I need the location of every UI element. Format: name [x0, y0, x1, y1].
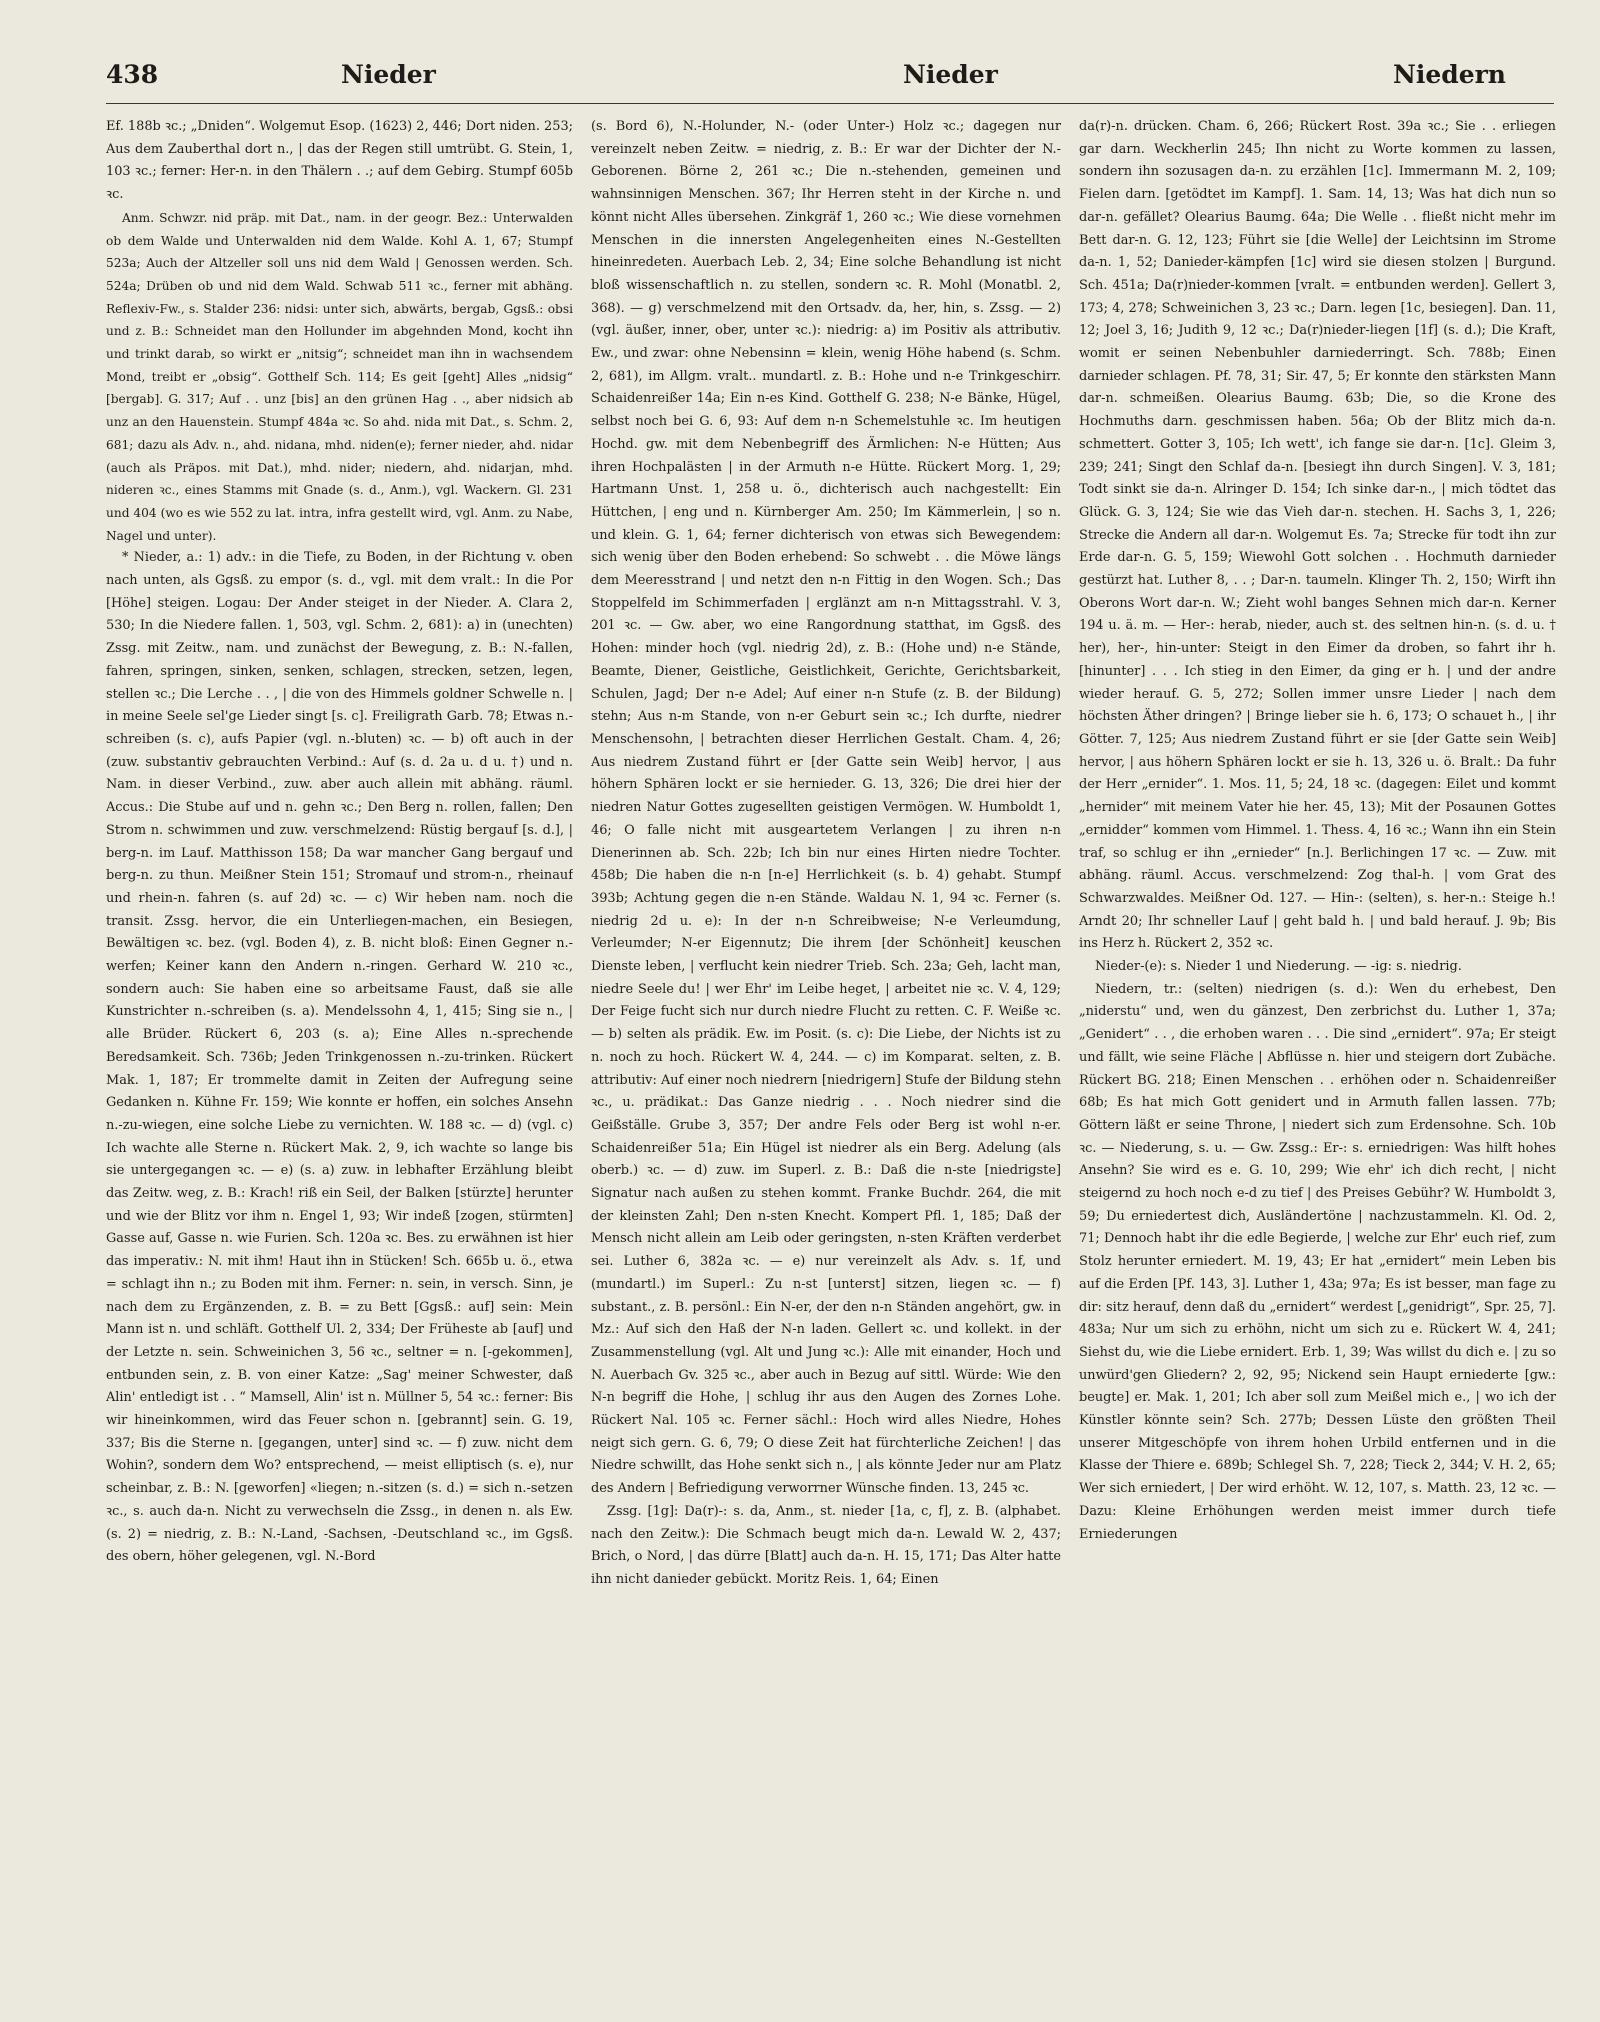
col1-paragraph-anm: Anm. Schwzr. nid präp. mit Dat., nam. in der geogr. Bez.: Unterwalden ob dem Walde und Unterwalden nid dem Walde. Kohl A. 1, 67; Stumpf 523a; Auch der Altzeller soll uns nid dem Wald | Genossen werden. Sch. 524a; Drüben ob und nid dem Wald. Schwab 511 ꝛc., ferner mit abhäng. Reflexiv-Fw., s. Stalder 236: nidsi: unter sich, abwärts, bergab, Ggsß.: obsi und z. B.: Schneidet man den Hollunder im abgehnden Mond, kocht ihn und trinkt darab, so wirkt er „nitsig“; schneidet man ihn in wachsendem Mond, treibt er „obsig“. Gotthelf Sch. 114; Es geit [geht] Alles „nidsig“ [bergab]. G. 317; Auf . . unz [bis] an den grünen Hag . ., aber nidsich ab unz an den Hauenstein. Stumpf 484a ꝛc. So ahd. nida mit Dat., s. Schm. 2, 681; dazu als Adv. n., ahd. nidana, mhd. niden(e); ferner nieder, ahd. nidar (auch als Präpos. mit Dat.), mhd. nider; niedern, ahd. nidarjan, mhd. nideren ꝛc., eines Stamms mit Gnade (s. d., Anm.), vgl. Wackern. Gl. 231 und 404 (wo es wie 552 zu lat. intra, infra gestellt wird, vgl. Anm. zu Nabe, Nagel und unter).	[106, 210, 573, 543]
col1-paragraph-1: Ef. 188b ꝛc.; „Dniden“. Wolgemut Esop. (1623) 2, 446; Dort niden. 253; Aus dem Zauberthal dort n., | das der Regen still umtrübt. G. Stein, 1, 103 ꝛc.; ferner: Her-n. in den Thälern . .; auf dem Gebirg. Stumpf 605b ꝛc.	[106, 119, 573, 203]
col3-paragraph-1: da(r)-n. drücken. Cham. 6, 266; Rückert Rost. 39a ꝛc.; Sie . . erliegen gar darn. Weckherlin 245; Ihn nicht zu Worte kommen zu lassen, sondern ihn sozusagen da-n. zu erzählen [1c]. Immermann M. 2, 109; Fielen darn. [getödtet im Kampf]. 1. Sam. 14, 13; Was hat dich nun so dar-n. gefället? Olearius Baumg. 64a; Die Welle . . fließt nicht mehr im Bett dar-n. G. 12, 123; Führt sie [die Welle] der Leichtsinn im Strome da-n. 1, 52; Danieder-kämpfen [1c] wird sie diesen stolzen | Burgund. Sch. 451a; Da(r)nieder-kommen [vralt. = entbunden werden]. Gellert 3, 173; 4, 278; Schweinichen 3, 23 ꝛc.; Darn. legen [1c, besiegen]. Dan. 11, 12; Joel 3, 16; Judith 9, 12 ꝛc.; Da(r)nieder-liegen [1f] (s. d.); Die Kraft, womit er seinen Nebenbuhler darniederringt. Sch. 788b; Einen darnieder schlagen. Pf. 78, 31; Sir. 47, 5; Er konnte den stärksten Mann dar-n. schmeißen. Olearius Baumg. 63b; Die, so die Krone des Hochmuths darn. geschmissen haben. 56a; Ob der Blitz mich da-n. schmettert. Gotter 3, 105; Ich wett', ich fange sie dar-n. [1c]. Gleim 3, 239; 241; Singt den Schlaf da-n. [besiegt ihn durch Singen]. V. 3, 181; Todt sinkt sie da-n. Alringer D. 154; Ich sinke dar-n., | mich tödtet das Glück. G. 3, 124; Sie wie das Vieh dar-n. stechen. H. Sachs 3, 1, 226; Strecke die Andern all dar-n. Wolgemut Es. 7a; Strecke für todt ihn zur Erde dar-n. G. 5, 159; Wiewohl Gott solchen . . Hochmuth darnieder gestürzt hat. Luther 8, . . ; Dar-n. taumeln. Klinger Th. 2, 150; Wirft ihn Oberons Wort dar-n. W.; Zieht wohl banges Sehnen mich dar-n. Kerner 194 u. ä. m. — Her-: herab, nieder, auch st. des seltnen hin-n. (s. d. u. † her), her-, hin-unter: Steigt in den Eimer da droben, so fahrt ihr h. [hinunter] . . . Ich stieg in den Eimer, da ging er h. | und der andre wieder herauf. G. 5, 272; Sollen immer unsre Lieder | nach dem höchsten Äther dringen? | Bringe lieber sie h. 6, 173; O schauet h., | ihr Götter. 7, 125; Aus niedrem Zustand führt er sie [der Gatte sein Weib] hervor, | aus höhern Sphären lockt er sie h. 13, 326 u. ö. Bralt.: Da fuhr der Herr „ernider“. 1. Mos. 11, 5; 24, 18 ꝛc. (dagegen: Eilet und kommt „hernider“ mit meinem Vater hie her. 45, 13); Mit der Posaunen Gottes „ernidder“ kommen vom Himmel. 1. Thess. 4, 16 ꝛc.; Wann ihn ein Stein traf, so schlug er ihn „ernieder“ [n.]. Berlichingen 17 ꝛc. — Zuw. mit abhäng. räuml. Accus. verschmelzend: Zog thal-h. | vom Grat des Schwarzwaldes. Meißner Od. 127. — Hin-: (selten), s. her-n.: Steige h.! Arndt 20; Ihr schneller Lauf | geht bald h. | und bald herauf. J. 9b; Bis ins Herz h. Rückert 2, 352 ꝛc.	[1079, 119, 1556, 952]
col3-paragraph-niedern-entry: Niedern, tr.: (selten) niedrigen (s. d.): Wen du erhebest, Den „niderstu“ und, wen du gänzest, Den zerbrichst du. Luther 1, 37a; „Genidert“ . . , die erhoben waren . . . Die sind „ernidert“. 97a; Er steigt und fällt, wie seine Fläche | Abflüsse n. hier und steigern dort Zubäche. Rückert BG. 218; Einen Menschen . . erhöhen oder n. Schaidenreißer 68b; Es hat mich Gott genidert und in Armuth fallen lassen. 77b; Göttern läßt er seine Throne, | niedert sich zum Erdensohne. Sch. 10b ꝛc. — Niederung, s. u. — Gw. Zssg.: Er-: s. erniedrigen: Was hilft hohes Ansehn? Sie wird es e. G. 10, 299; Wie ehr' ich dich recht, | nicht steigernd zu hoch noch e-d zu tief | des Preises Gebühr? W. Humboldt 3, 59; Du erniedertest dich, Ausländertöne | nachzustammeln. Kl. Od. 2, 71; Dennoch habt ihr die edle Begierde, | welche zur Ehr' euch rief, zum Stolz herunter erniedert. M. 19, 43; Er hat „ernidert“ mein Leben bis auf die Erden [Pf. 143, 3]. Luther 1, 43a; 97a; Es ist besser, man fage zu dir: sitz herauf, denn daß du „ernidert“ werdest [„genidrigt“, Spr. 25, 7]. 483a; Nur um sich zu erhöhn, nicht um sich zu e. Rückert W. 4, 241; Siehst du, wie die Liebe ernidert. Erb. 1, 39; Was willst du dich e. | zu so unwürd'gen Gliedern? 2, 92, 95; Nickend sein Haupt erniederte [gw.: beugte] er. Mak. 1, 201; Ich aber soll zum Meißel mich e., | wo ich der Künstler könnte sein? Sch. 277b; Dessen Lüste den größten Theil unserer Mitgeschöpfe von ihrem hohen Urbild entfernen und in die Klasse der Thiere e. 689b; Schlegel Sh. 7, 228; Tieck 2, 344; V. H. 2, 65; Wer sich erniedert, | Der wird erhöht. W. 12, 107, s. Matth. 23, 12 ꝛc. — Dazu: Kleine Erhöhungen werden meist immer durch tiefe Erniederungen	[1079, 981, 1556, 1542]
column-1	[106, 116, 573, 1996]
col2-paragraph-zssg: Zssg. [1g]: Da(r)-: s. da, Anm., st. nieder [1a, c, f], z. B. (alphabet. nach den Zeitw.): Die Schmach beugt mich da-n. Lewald W. 2, 437; Brich, o Nord, | das dürre [Blatt] auch da-n. H. 15, 171; Das Alter hatte ihn nicht danieder gebückt. Moritz Reis. 1, 64; Einen	[591, 1503, 1061, 1587]
page-header	[106, 60, 1554, 96]
text-columns	[106, 116, 1556, 1996]
header-rule	[106, 103, 1554, 104]
page-number: 438	[106, 60, 159, 89]
column-2	[591, 116, 1061, 1996]
col3-paragraph-nieder-e: Nieder-(e): s. Nieder 1 und Niederung. — -ig: s. niedrig.	[1095, 959, 1462, 975]
col1-paragraph-nieder-entry: * Nieder, a.: 1) adv.: in die Tiefe, zu Boden, in der Richtung v. oben nach unten, als Ggsß. zu empor (s. d., vgl. mit dem vralt.: In die Por [Höhe] steigen. Logau: Der Ander steiget in der Nieder. A. Clara 2, 530; In die Niedere fallen. 1, 503, vgl. Schm. 2, 681): a) in (unechten) Zssg. mit Zeitw., nam. und zunächst der Bewegung, z. B.: N.-fallen, fahren, springen, sinken, senken, schlagen, strecken, setzen, legen, stellen ꝛc.; Die Lerche . . , | die von des Himmels goldner Schwelle n. | in meine Seele sel'ge Lieder singt [s. c]. Freiligrath Garb. 78; Etwas n.-schreiben (s. c), aufs Papier (vgl. n.-bluten) ꝛc. — b) oft auch in der (zuw. substantiv gebrauchten Verbind.: Auf (s. d. 2a u. d u. †) und n. Nam. in dieser Verbind., zuw. aber auch allein mit abhäng. räuml. Accus.: Die Stube auf und n. gehn ꝛc.; Den Berg n. rollen, fallen; Den Strom n. schwimmen und zuw. verschmelzend: Rüstig bergauf [s. d.], | berg-n. im Lauf. Matthisson 158; Da war mancher Gang bergauf und berg-n. zu thun. Meißner Stein 151; Stromauf und strom-n., rheinauf und rhein-n. fahren (s. auf 2d) ꝛc. — c) Wir heben nam. noch die transit. Zssg. hervor, die ein Unterliegen-machen, ein Besiegen, Bewältigen ꝛc. bez. (vgl. Boden 4), z. B. nicht bloß: Einen Gegner n.-werfen; Keiner kann den Andern n.-ringen. Gerhard W. 210 ꝛc., sondern auch: Sie haben eine so arbeitsame Faust, daß sie alle Kunstrichter n.-schreiben (s. a). Mendelssohn 4, 1, 415; Sing sie n., | alle Brüder. Rückert 6, 203 (s. a); Eine Alles n.-sprechende Beredsamkeit. Sch. 736b; Jeden Trinkgenossen n.-zu-trinken. Rückert Mak. 1, 187; Er trommelte damit in Zeiten der Aufregung seine Gedanken n. Kühne Fr. 159; Wie konnte er hoffen, ein solches Ansehn n.-zu-wiegen, eine solche Liebe zu vernichten. W. 188 ꝛc. — d) (vgl. c) Ich wachte alle Sterne n. Rückert Mak. 2, 9, ich wachte so lange bis sie untergegangen ꝛc. — e) (s. a) zuw. in lebhafter Erzählung bleibt das Zeitw. weg, z. B.: Krach! riß ein Seil, der Balken [stürzte] herunter und wie der Blitz vor ihm n. Engel 1, 93; Wir indeß [zogen, stürmten] Gasse auf, Gasse n. wie Furien. Sch. 120a ꝛc. Bes. zu erwähnen ist hier das imperativ.: N. mit ihm! Haut ihn in Stücken! Sch. 665b u. ö., etwa = schlagt ihn n.; zu Boden mit ihm. Ferner: n. sein, in versch. Sinn, je nach dem zu Ergänzenden, z. B. = zu Bett [Ggsß.: auf] sein: Mein Mann ist n. und schläft. Gotthelf Ul. 2, 334; Der Früheste ab [auf] und der Letzte n. sein. Schweinichen 3, 56 ꝛc., seltner = n. [-gekommen], entbunden sein, z. B. von einer Katze: „Sag' meiner Schwester, daß Alin' entledigt ist . . “ Mamsell, Alin' ist n. Müllner 5, 54 ꝛc.: ferner: Bis wir hineinkommen, wird das Feuer schon n. [gebrannt] sein. G. 19, 337; Bis die Sterne n. [gegangen, unter] sind ꝛc. — f) zuw. nicht dem Wohin?, sondern dem Wo? entsprechend, — meist elliptisch (s. e), nur scheinbar, z. B.: N. [geworfen] «liegen; n.-sitzen (s. d.) = sich n.-setzen ꝛc., s. auch da-n. Nicht zu verwechseln die Zssg., in denen n. als Ew. (s. 2) = niedrig, z. B.: N.-Land, -Sachsen, -Deutschland ꝛc., im Ggsß. des obern, höher gelegenen, vgl. N.-Bord	[106, 550, 573, 1565]
running-head-right: Niedern	[1393, 60, 1506, 89]
running-head-middle: Nieder	[903, 60, 998, 89]
column-3	[1079, 116, 1556, 1996]
running-head-left: Nieder	[341, 60, 436, 89]
col2-paragraph-1: (s. Bord 6), N.-Holunder, N.- (oder Unter-) Holz ꝛc.; dagegen nur vereinzelt neben Zeitw. = niedrig, z. B.: Er war der Dichter der N.-Geborenen. Börne 2, 261 ꝛc.; Die n.-stehenden, gemeinen und wahnsinnigen Menschen. 367; Ihr Herren steht in der Kirche n. und könnt nicht Alles übersehen. Zinkgräf 1, 260 ꝛc.; Wie diese vornehmen Menschen in die innersten Angelegenheiten eines N.-Gestellten hineinredeten. Auerbach Leb. 2, 34; Eine solche Behandlung ist nicht bloß wissenschaftlich n. zu stellen, sondern ꝛc. R. Mohl (Monatbl. 2, 368). — g) verschmelzend mit den Ortsadv. da, her, hin, s. Zssg. — 2) (vgl. äußer, inner, ober, unter ꝛc.): niedrig: a) im Positiv als attributiv. Ew., und zwar: ohne Nebensinn = klein, wenig Höhe habend (s. Schm. 2, 681), im Allgm. vralt.. mundartl. z. B.: Hohe und n-e Trinkgeschirr. Schaidenreißer 14a; Ein n-es Kind. Gotthelf G. 238; N-e Bänke, Hügel, selbst noch bei G. 6, 93: Auf dem n-n Schemelstuhle ꝛc. Im heutigen Hochd. gw. mit dem Nebenbegriff des Ärmlichen: N-e Hütten; Aus ihren Hochpalästen | in der Armuth n-e Hütte. Rückert Morg. 1, 29; Hartmann Unst. 1, 258 u. ö., dichterisch auch nachgestellt: Ein Hüttchen, | eng und n. Kürnberger Am. 250; Im Kämmerlein, | so n. und klein. G. 1, 64; ferner dichterisch von etwas sich Bewegendem: sich wenig über den Boden erhebend: So schwebt . . die Möwe längs dem Meeresstrand | und netzt den n-n Fittig in den Wogen. Sch.; Das Stoppelfeld im Schimmerfaden | erglänzt am n-n Mittagsstrahl. V. 3, 201 ꝛc. — Gw. aber, wo eine Rangordnung statthat, im Ggsß. des Hohen: minder hoch (vgl. niedrig 2d), z. B.: (Hohe und) n-e Stände, Beamte, Diener, Geistliche, Geistlichkeit, Gerichte, Gerichtsbarkeit, Schulen, Jagd; Der n-e Adel; Auf einer n-n Stufe (z. B. der Bildung) stehn; Aus n-m Stande, von n-er Geburt sein ꝛc.; Ich durfte, niedrer Menschensohn, | betrachten dieser Herrlichen Gestalt. Cham. 4, 26; Aus niedrem Zustand führt er [der Gatte sein Weib] hervor, | aus höhern Sphären lockt er sie hernieder. G. 13, 326; Die drei hier der niedren Natur Gottes zugesellten geistigen Vermögen. W. Humboldt 1, 46; O falle nicht mit ausgeartetem Verlangen | zu ihren n-n Dienerinnen ab. Sch. 22b; Ich bin nur eines Hirten niedre Tochter. 458b; Die haben die n-n [n-e] Herrlichkeit (s. b. 4) gehabt. Stumpf 393b; Achtung gegen die n-en Stände. Waldau N. 1, 94 ꝛc. Ferner (s. niedrig 2d u. e): In der n-n Schreibweise; N-e Verleumdung, Verleumder; N-er Eigennutz; Die ihrem [der Schönheit] keuschen Dienste leben, | verflucht kein niedrer Trieb. Sch. 23a; Geh, lacht man, niedre Seele du! | wer Ehr' im Leibe heget, | arbeitet nie ꝛc. V. 4, 129; Der Feige fucht sich nur durch niedre Flucht zu retten. C. F. Weiße ꝛc. — b) selten als prädik. Ew. im Posit. (s. c): Die Liebe, der Nichts ist zu n. noch zu hoch. Rückert W. 4, 244. — c) im Komparat. selten, z. B. attributiv: Auf einer noch niedrern [niedrigern] Stufe der Bildung stehn ꝛc., u. prädikat.: Das Ganze niedrig . . . Noch niedrer sind die Geißställe. Grube 3, 357; Der andre Fels oder Berg ist wohl n-er. Schaidenreißer 51a; Ein Hügel ist niedrer als ein Berg. Adelung (als oberb.) ꝛc. — d) zuw. im Superl. z. B.: Daß die n-ste [niedrigste] Signatur nach außen zu stehen kommt. Franke Buchdr. 264, die mit der kleinsten Zahl; Den n-sten Knecht. Kompert Pfl. 1, 185; Daß der Mensch nicht allein am Leib oder geringsten, n-sten Kräften verderbet sei. Luther 6, 382a ꝛc. — e) nur vereinzelt als Adv. s. 1f, und (mundartl.) im Superl.: Zu n-st [unterst] sitzen, liegen ꝛc. — f) substant., z. B. persönl.: Ein N-er, der den n-n Ständen angehört, gw. in Mz.: Auf sich den Haß der N-n laden. Gellert ꝛc. und kollekt. in der Zusammenstellung (vgl. Alt und Jung ꝛc.): Alle mit einander, Hoch und N. Auerbach Gv. 325 ꝛc., aber auch in Bezug auf sittl. Würde: Wie den N-n begriff die Hohe, | schlug ihr aus den Augen des Zornes Lohe. Rückert Nal. 105 ꝛc. Ferner sächl.: Hoch wird alles Niedre, Hohes neigt sich gern. G. 6, 79; O diese Zeit hat fürchterliche Zeichen! | das Niedre schwillt, das Hohe senkt sich n., | als könnte Jeder nur am Platz des Andern | Befriedigung verworrner Wünsche finden. 13, 245 ꝛc.	[591, 119, 1061, 1497]
